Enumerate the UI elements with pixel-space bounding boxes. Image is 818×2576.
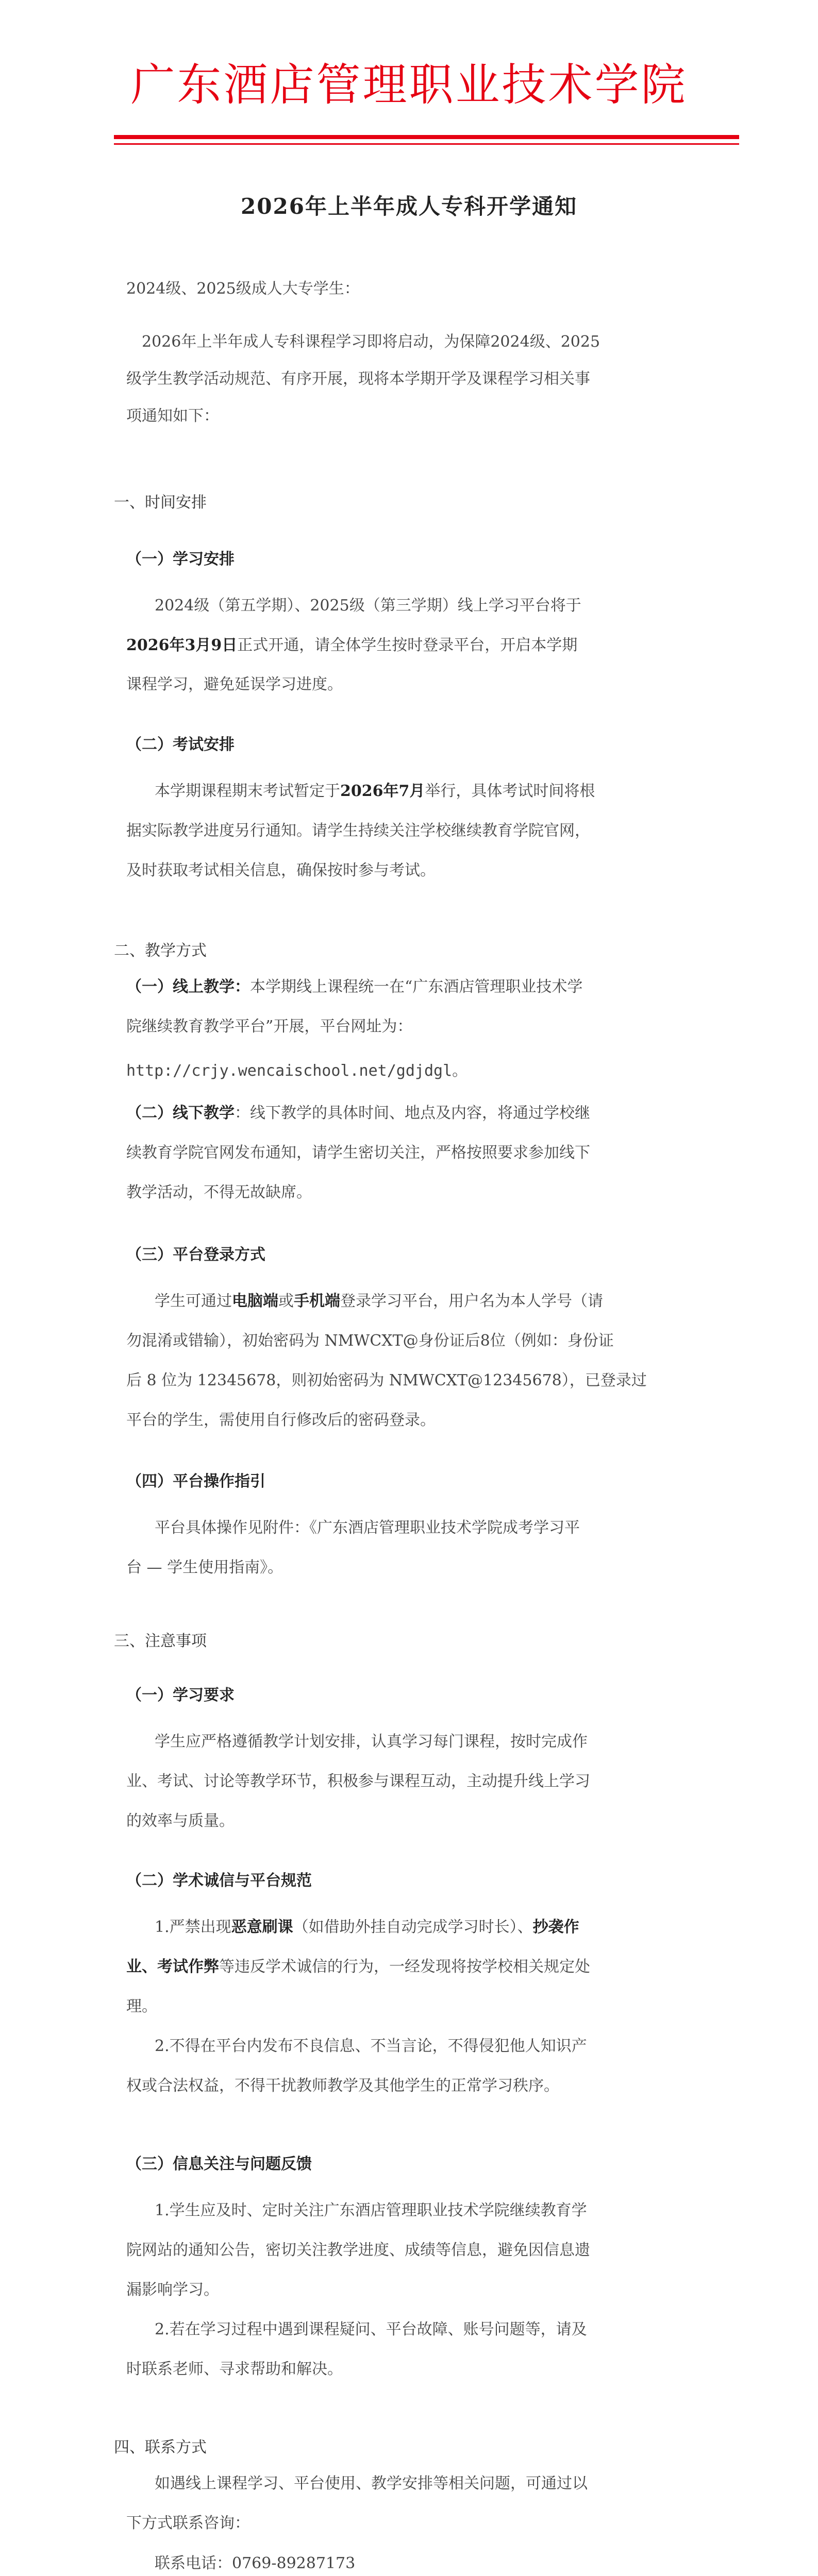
s2-sub3-line-1-a: 学生可通过 <box>155 1292 232 1310</box>
s2-sub4-line-2: 台 — 学生使用指南》。 <box>126 1558 283 1577</box>
s2-sub1-line-2: 院继续教育教学平台”开展，平台网址为： <box>126 1018 413 1036</box>
ban-malicious-brushing: 恶意刷课 <box>231 1918 293 1936</box>
s1-class-start-date: 2026年3月9日 <box>126 636 238 654</box>
s3-sub2-heading: （二）学术诚信与平台规范 <box>126 1872 312 1890</box>
s2-sub4-line-1: 平台具体操作见附件：《广东酒店管理职业技术学院成考学习平 <box>155 1519 580 1537</box>
s2-sub2-line-2: 续教育学院官网发布通知，请学生密切关注，严格按照要求参加线下 <box>126 1144 590 1162</box>
s3-sub2-line-2 <box>126 1948 590 1986</box>
s2-sub2-heading: （二） <box>126 1104 173 1122</box>
s2-sub1-heading: （一）线上教学： <box>126 978 250 996</box>
page-title: 2026年上半年成人专科开学通知 <box>241 194 577 219</box>
intro-line-1: 2026年上半年成人专科课程学习即将启动，为保障2024级、2025 <box>142 333 600 351</box>
salutation: 2024级、2025级成人大专学生： <box>126 280 360 298</box>
s3-sub2-line-1 <box>155 1909 579 1946</box>
login-pc: 电脑端 <box>232 1292 278 1310</box>
s1-sub2-heading: （二）考试安排 <box>126 736 235 754</box>
s1-sub2-line-1-b: 举行，具体考试时间将根 <box>425 782 595 800</box>
s3-sub3-line-1: 1.学生应及时、定时关注广东酒店管理职业技术学院继续教育学 <box>155 2201 587 2219</box>
s1-sub1-line-1: 2024级（第五学期）、2025级（第三学期）线上学习平台将于 <box>155 597 581 615</box>
s2-sub1-line-1 <box>126 969 582 1006</box>
s3-sub2-line-3: 理。 <box>126 1997 157 2015</box>
s1-sub1-heading: （一）学习安排 <box>126 550 235 568</box>
s3-sub3-line-3: 漏影响学习。 <box>126 2281 219 2299</box>
login-mobile: 手机端 <box>294 1292 340 1310</box>
s3-sub2-line-5: 权或合法权益，不得干扰教师教学及其他学生的正常学习秩序。 <box>126 2077 559 2095</box>
s1-sub1-line-3: 课程学习，避免延误学习进度。 <box>126 675 343 693</box>
s2-sub2-line-1 <box>126 1095 590 1132</box>
s3-sub3-heading: （三）信息关注与问题反馈 <box>126 2155 312 2173</box>
s1-sub1-line-2-rest: 正式开通，请全体学生按时登录平台，开启本学期 <box>237 636 578 654</box>
s1-sub1-line-2 <box>126 627 577 664</box>
section-2-heading: 二、教学方式 <box>114 942 207 960</box>
s2-sub3-line-2: 勿混淆或错输），初始密码为 NMWCXT@身份证后8位（例如：身份证 <box>126 1332 614 1350</box>
s2-sub1-line-1-rest: 本学期线上课程统一在“广东酒店管理职业技术学 <box>250 978 583 996</box>
s3-sub1-line-2: 业、考试、讨论等教学环节，积极参与课程互动，主动提升线上学习 <box>126 1772 590 1790</box>
s2-sub3-or: 或 <box>278 1292 294 1310</box>
ban-plagiarism-b: 业、考试作弊 <box>126 1958 219 1976</box>
s3-sub1-line-1: 学生应严格遵循教学计划安排，认真学习每门课程，按时完成作 <box>155 1733 588 1751</box>
masthead-rule-thick <box>114 135 739 139</box>
s2-sub3-line-3: 后 8 位为 12345678，则初始密码为 NMWCXT@12345678），已登录过 <box>126 1371 647 1389</box>
ban-plagiarism-a: 抄袭作 <box>532 1918 579 1936</box>
s2-sub2-line-3: 教学活动，不得无故缺席。 <box>126 1183 312 1201</box>
s2-sub4-heading: （四）平台操作指引 <box>126 1472 265 1490</box>
s2-sub3-line-4: 平台的学生，需使用自行修改后的密码登录。 <box>126 1411 436 1429</box>
section-1-heading: 一、时间安排 <box>114 494 207 512</box>
s3-sub1-heading: （一）学习要求 <box>126 1686 235 1704</box>
s3-sub2-line-4: 2.不得在平台内发布不良信息、不当言论，不得侵犯他人知识产 <box>155 2037 587 2055</box>
s2-sub3-heading: （三）平台登录方式 <box>126 1246 265 1264</box>
contact-phone: 联系电话：0769-89287173 <box>155 2554 356 2572</box>
s1-exam-date: 2026年7月 <box>340 782 425 800</box>
s3-sub2-line-1-c: （如借助外挂自动完成学习时长）、 <box>293 1918 533 1936</box>
s2-sub3-line-1-b: 登录学习平台，用户名为本人学号（请 <box>340 1292 603 1310</box>
s1-sub2-line-3: 及时获取考试相关信息，确保按时参与考试。 <box>126 861 436 879</box>
masthead-rule-thin <box>114 143 739 145</box>
s2-sub2-heading-b: 线下教学 <box>173 1104 235 1122</box>
s3-sub2-line-2-rest: 等违反学术诚信的行为，一经发现将按学校相关规定处 <box>219 1958 590 1976</box>
intro-line-2: 级学生教学活动规范、有序开展，现将本学期开学及课程学习相关事 <box>126 370 590 388</box>
platform-url-link[interactable]: http://crjy.wencaischool.net/gdjdgl。 <box>126 1062 468 1080</box>
section-4-heading: 四、联系方式 <box>114 2438 207 2456</box>
intro-line-3: 项通知如下： <box>126 407 219 425</box>
s1-sub2-line-2: 据实际教学进度另行通知。请学生持续关注学校继续教育学院官网， <box>126 822 590 840</box>
s4-line-2: 下方式联系咨询： <box>126 2514 250 2532</box>
s1-sub2-line-1-a: 本学期课程期末考试暂定于 <box>155 782 340 800</box>
section-3-heading: 三、注意事项 <box>114 1632 207 1650</box>
masthead: 广东酒店管理职业技术学院 <box>130 59 688 111</box>
s3-sub3-line-4: 2.若在学习过程中遇到课程疑问、平台故障、账号问题等，请及 <box>155 2320 587 2338</box>
s1-sub2-line-1 <box>155 773 595 810</box>
s2-sub3-line-1 <box>155 1283 603 1320</box>
s2-sub2-line-1-rest: ：线下教学的具体时间、地点及内容，将通过学校继 <box>235 1104 590 1122</box>
s4-line-1: 如遇线上课程学习、平台使用、教学安排等相关问题，可通过以 <box>155 2475 588 2493</box>
s3-sub3-line-5: 时联系老师、寻求帮助和解决。 <box>126 2360 343 2378</box>
s3-sub2-line-1-a: 1.严禁出现 <box>155 1918 231 1936</box>
s3-sub3-line-2: 院网站的通知公告，密切关注教学进度、成绩等信息，避免因信息遗 <box>126 2241 590 2259</box>
s3-sub1-line-3: 的效率与质量。 <box>126 1812 235 1830</box>
